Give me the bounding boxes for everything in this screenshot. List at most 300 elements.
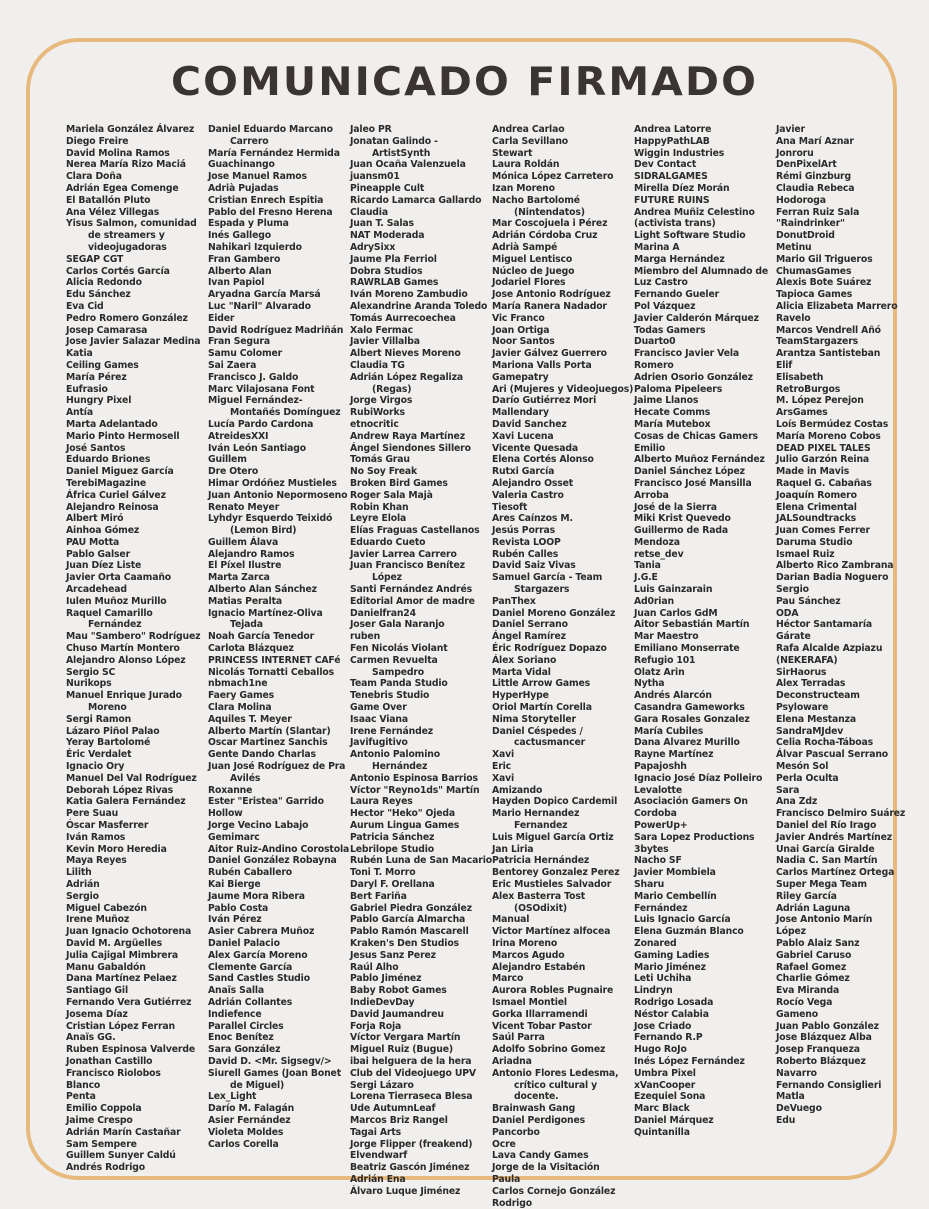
signatory-name: HappyPathLAB	[634, 135, 710, 147]
signatory-name: Robin Khan	[350, 501, 409, 513]
signatory-name: Eufrasio	[66, 383, 108, 395]
signatory-name: Ivan Papiol	[208, 277, 265, 289]
signatory-name: "Raindrinker"	[776, 218, 845, 230]
signatory-name: Fran Segura	[208, 336, 270, 348]
signatory-name: Asier Fernández	[208, 1114, 291, 1126]
signatory-name: Mónica López Carretero	[492, 171, 614, 183]
signatory-name: Navarro	[776, 1067, 817, 1079]
signatory-name: SandraMJdev	[776, 725, 844, 737]
signatory-name: Alberto Martín (Slantar)	[208, 725, 331, 737]
signatory-name: Aquiles T. Meyer	[208, 713, 292, 725]
signatory-name: Miembro del Alumnado de	[634, 265, 769, 277]
signatory-name: Daniel Céspedes / cactusmancer	[492, 725, 586, 749]
signatory-name: Lava Candy Games	[492, 1150, 589, 1162]
signatory-name: Luis Ignacio García	[634, 914, 731, 926]
signatory-name: Javier Larrea Carrero	[350, 548, 457, 560]
signatory-name: Sara Lopez Productions	[634, 831, 755, 843]
signatory-name: Katia	[66, 348, 93, 360]
signatory-name: Penta	[66, 1091, 96, 1103]
signatory-name: Vicente Quesada	[492, 442, 578, 454]
signatory-name: Marcos Agudo	[492, 949, 565, 961]
signatory-name: Fernando R.P	[634, 1032, 703, 1044]
signatory-name: Juan Pablo González	[776, 1020, 879, 1032]
signatory-name: Yisus Salmon, comunidad de streamers y videojugadoras	[66, 218, 197, 253]
signatories-column-1	[66, 124, 208, 1174]
signatory-name: Gabriel Piedra González	[350, 902, 472, 914]
signatory-name: nbmach1ne	[208, 678, 268, 690]
signatory-name: Eva Cid	[66, 300, 104, 312]
signatory-name: Claudia Rebeca	[776, 182, 855, 194]
signatory-name: xVanCooper	[634, 1079, 696, 1091]
signatory-name: Ainhoa Gómez	[66, 525, 140, 537]
signatory-name: Nytha	[634, 678, 665, 690]
signatory-name: Inés Gallego	[208, 230, 271, 242]
signatory-name: Francisco José Mansilla	[634, 477, 752, 489]
signatory-name: Nerea María Rizo Maciá	[66, 159, 186, 171]
signatory-name: Raquel Camarillo Fernández	[66, 607, 153, 631]
signatory-name: Adrián Laguna	[776, 902, 851, 914]
signatory-name: Refugio 101	[634, 654, 696, 666]
signatory-name: Marcos Briz Rangel	[350, 1114, 448, 1126]
signatory-name: María Cubiles	[634, 725, 704, 737]
signatory-name: Sergio	[776, 584, 809, 596]
signatory-name: Riley García	[776, 890, 837, 902]
signatory-name: Anaïs GG.	[66, 1032, 116, 1044]
signatory-name: Mario Jiménez	[634, 961, 706, 973]
signatory-name: Ariadna	[492, 1055, 532, 1067]
signatory-name: Bentorey Gonzalez Perez	[492, 867, 620, 879]
signatory-name: Editorial Amor de madre	[350, 595, 475, 607]
signatory-name: Francisco Delmiro Suárez	[776, 808, 906, 820]
signatory-name: Álex Soriano	[492, 654, 557, 666]
signatory-name: Pedro Romero González	[66, 312, 188, 324]
signatory-name: Team Panda Studio	[350, 678, 448, 690]
signatory-name: Luis Miguel García Ortiz	[492, 831, 614, 843]
signatory-name: Marco	[492, 973, 524, 985]
signatory-name: retse_dev	[634, 548, 684, 560]
signatory-name: PAU Motta	[66, 536, 120, 548]
signatory-name: Bert Fariña	[350, 890, 407, 902]
signatory-name: Stewart	[492, 147, 533, 159]
signatory-name: Sharu	[634, 879, 665, 890]
signatory-name: Claudia TG	[350, 359, 405, 371]
signatory-name: Loís Bermúdez Costas	[776, 418, 889, 430]
signatory-name: Elena Guzmán Blanco	[634, 926, 744, 938]
signatory-name: TerebiMagazine	[66, 477, 147, 489]
signatory-name: Rutxi García	[492, 466, 555, 478]
signatory-name: ODA	[776, 607, 799, 619]
signatory-name: Carlos Corella	[208, 1138, 279, 1150]
signatory-name: SEGAP CGT	[66, 253, 124, 265]
signatory-name: Iván Pérez	[208, 914, 262, 926]
signatory-name: Juan José Rodríguez de Pra Avilés	[208, 761, 346, 784]
signatories-list	[66, 124, 906, 1209]
signatory-name: Roger Sala Majà	[350, 489, 433, 501]
signatory-name: Jaime Llanos	[634, 395, 699, 407]
signatory-name: Beatriz Gascón Jiménez	[350, 1162, 470, 1174]
signatory-name: Jaleo PR	[350, 124, 392, 135]
signatory-name: Tenebris Studio	[350, 690, 430, 702]
signatory-name: Néstor Calabia	[634, 1008, 709, 1020]
signatory-name: No Soy Freak	[350, 466, 418, 478]
signatory-name: Pablo del Fresno Herena	[208, 206, 333, 218]
signatory-name: Fernando Vera Gutiérrez	[66, 996, 192, 1008]
signatory-name: ArsGames	[776, 407, 828, 419]
signatory-name: Izan Moreno	[492, 182, 555, 194]
signatory-name: Blanco	[66, 1079, 101, 1091]
signatory-name: Anaïs Salla	[208, 985, 265, 997]
signatory-name: Noah García Tenedor	[208, 631, 315, 643]
signatory-name: ChumasGames	[776, 265, 852, 277]
signatory-name: Alexis Bote Suárez	[776, 277, 872, 289]
signatory-name: Carmen Revuelta Sampedro	[350, 654, 438, 678]
signatory-name: Asier Cabrera Muñoz	[208, 926, 315, 938]
signatory-name: Valeria Castro	[492, 489, 564, 501]
signatory-name: Dana Martínez Pelaez	[66, 973, 177, 985]
signatory-name: DEAD PIXEL TALES	[776, 442, 871, 454]
signatory-name: Little Arrow Games	[492, 678, 591, 690]
signatory-name: Guachinango	[208, 159, 275, 171]
signatory-name: Joan Ortiga	[492, 324, 550, 336]
signatory-name: Vicent Tobar Pastor	[492, 1020, 592, 1032]
signatory-name: Sergi Lázaro	[350, 1079, 414, 1091]
signatory-name: Sand Castles Studio	[208, 973, 310, 985]
signatory-name: África Curiel Gálvez	[66, 489, 166, 501]
signatory-name: Matla	[776, 1091, 805, 1103]
signatory-name: Matias Peralta	[208, 595, 282, 607]
signatory-name: Rubén Caballero	[208, 867, 293, 879]
signatory-name: Alberto Muñoz Fernández	[634, 454, 765, 466]
signatory-name: Rubén Luna de San Macario	[350, 855, 493, 867]
signatory-name: Antonio Palomino Hernández	[350, 749, 440, 773]
signatory-name: Lex_Light	[208, 1091, 257, 1103]
signatory-name: Carlota Blázquez	[208, 643, 294, 655]
signatory-name: Albert Nieves Moreno	[350, 348, 461, 360]
signatory-name: Adrián Collantes	[208, 996, 293, 1008]
signatory-name: Pablo Jiménez	[350, 973, 422, 985]
signatory-name: Núcleo de Juego	[492, 265, 575, 277]
signatory-name: Francisco Riolobos	[66, 1067, 161, 1079]
signatory-name: Elena Crimental	[776, 501, 857, 513]
signatory-name: Carlos Cortés García	[66, 265, 170, 277]
signatory-name: Elvendwarf	[350, 1150, 408, 1162]
signatory-name: Alex Terradas	[776, 678, 846, 690]
signatory-name: Gabriel Caruso	[776, 949, 852, 961]
signatory-name: López	[776, 926, 806, 938]
signatory-name: Sergio	[66, 890, 99, 902]
signatory-name: Javier Andrés Martínez	[776, 831, 893, 843]
signatory-name: Deborah López Rivas	[66, 784, 174, 796]
signatory-name: Adrià Pujadas	[208, 182, 279, 194]
signatory-name: DenPixelArt	[776, 159, 837, 171]
signatory-name: Edu	[776, 1114, 796, 1126]
signatory-name: Nurikops	[66, 678, 112, 690]
signatory-name: Sai Zaera	[208, 359, 257, 371]
signatory-name: Marga Hernández	[634, 253, 725, 265]
signatory-name: Mar Maestro	[634, 631, 699, 643]
signatory-name: Víctor "Reyno1ds" Martín	[350, 784, 480, 796]
signatory-name: Rémi Ginzburg	[776, 171, 851, 183]
signatory-name: Tiesoft	[492, 501, 528, 513]
signatory-name: Ignacio Martínez-Oliva Tejada	[208, 607, 323, 631]
signatory-name: Juan Díez Liste	[66, 560, 142, 572]
signatory-name: Mario Pinto Hermosell	[66, 430, 180, 442]
signatory-name: Jose Antonio Rodríguez	[492, 289, 611, 301]
signatory-name: Tomás Aurrecoechea	[350, 312, 456, 324]
signatory-name: Darío M. Falagán	[208, 1103, 295, 1115]
signatory-name: Laura Reyes	[350, 796, 413, 808]
signatory-name: Antonio Flores Ledesma, crítico cultural y docente.	[492, 1067, 619, 1103]
signatory-name: Clara Doña	[66, 171, 122, 183]
signatory-name: Jodariel Flores	[492, 277, 566, 289]
signatory-name: Alexandrine Aranda Toledo	[350, 300, 488, 312]
signatory-name: Papajoshh	[634, 761, 687, 773]
signatory-name: (activista trans)	[634, 218, 716, 230]
signatory-name: Lebrilope Studio	[350, 843, 435, 855]
signatory-name: Francisco Javier Vela	[634, 348, 740, 360]
signatory-name: Hayden Dopico Cardemil	[492, 796, 618, 808]
signatory-name: Pere Suau	[66, 808, 119, 820]
signatory-name: El Batallón Pluto	[66, 194, 151, 206]
signatory-name: Light Software Studio	[634, 230, 746, 242]
signatories-column-5	[634, 124, 776, 1139]
signatory-name: Ignacio Ory	[66, 761, 125, 773]
signatory-name: Patricia Sánchez	[350, 831, 435, 843]
signatory-name: Zonared	[634, 937, 677, 949]
signatory-name: Todas Gamers	[634, 324, 706, 336]
signatory-name: Javier Villalba	[350, 336, 420, 348]
signatory-name: Miguel Lentisco	[492, 253, 573, 265]
signatory-name: Álvaro Luque Jiménez	[350, 1185, 461, 1197]
signatory-name: Isaac Viana	[350, 713, 409, 725]
signatory-name: Jorge Virgos	[350, 395, 413, 407]
signatory-name: Alex Basterra Tost (OSOdixit)	[492, 890, 586, 914]
signatory-name: Fernández	[634, 902, 688, 914]
signatory-name: Fernando Consiglieri	[776, 1079, 882, 1091]
signatory-name: Jonathan Castillo	[66, 1055, 153, 1067]
signatory-name: Andrés Alarcón	[634, 690, 712, 702]
signatory-name: Ismael Ruiz	[776, 548, 835, 560]
signatory-name: Eduardo Briones	[66, 454, 151, 466]
signatory-name: Deconstructeam	[776, 690, 860, 702]
signatory-name: Daniel del Río Irago	[776, 820, 877, 832]
signatory-name: Alberto Alan	[208, 265, 272, 277]
signatory-name: Paula	[492, 1173, 521, 1185]
signatory-name: David Jaumandreu	[350, 1008, 444, 1020]
signatory-name: Luis Gainzarain	[634, 584, 713, 596]
signatory-name: Arcadehead	[66, 584, 127, 596]
signatory-name: Juan Antonio Nepormoseno	[208, 489, 348, 501]
signatory-name: Espada y Pluma	[208, 218, 289, 230]
signatory-name: Marta Vidal	[492, 666, 551, 678]
signatory-name: Ana Marí Aznar	[776, 135, 854, 147]
signatory-name: Rafa Alcalde Azpiazu	[776, 643, 883, 655]
signatory-name: Kraken's Den Studios	[350, 937, 459, 949]
signatory-name: Irene Muñoz	[66, 914, 130, 926]
signatory-name: Romero	[634, 359, 674, 371]
signatory-name: Clemente García	[208, 961, 293, 973]
signatory-name: Javier Calderón Márquez	[634, 312, 759, 324]
signatory-name: Ude AutumnLeaf	[350, 1103, 436, 1115]
signatory-name: Jonatan Galindo - ArtistSynth	[350, 135, 438, 159]
signatory-name: Irene Fernández	[350, 725, 434, 737]
signatory-name: Violeta Moldes	[208, 1126, 284, 1138]
signatory-name: Guillem Álava	[208, 536, 279, 548]
signatory-name: Rafael Gomez	[776, 961, 847, 973]
signatory-name: Ester "Eristea" Garrido	[208, 796, 324, 808]
signatory-name: Miguel Cabezón	[66, 902, 147, 914]
signatory-name: Himar Ordóñez Mustieles	[208, 477, 337, 489]
signatory-name: Francisco J. Galdo	[208, 371, 299, 383]
signatory-name: Psyloware	[776, 702, 829, 714]
signatory-name: Joser Gala Naranjo	[350, 619, 445, 631]
signatory-name: David Molina Ramos	[66, 147, 170, 159]
signatory-name: Pancorbo	[492, 1126, 540, 1138]
signatory-name: Nacho SF	[634, 855, 682, 867]
signatory-name: Jose Criado	[634, 1020, 692, 1032]
signatories-column-3	[350, 124, 492, 1198]
signatory-name: FUTURE RUINS	[634, 194, 710, 206]
signatory-name: Juan Francisco Benítez López	[350, 560, 465, 584]
signatory-name: Mario Cembellín	[634, 890, 717, 902]
signatory-name: Hector "Heko" Ojeda	[350, 808, 456, 820]
signatory-name: Lyhdyr Esquerdo Teixidó (Lemon Bird)	[208, 513, 333, 537]
signatory-name: Pablo Galser	[66, 548, 131, 560]
signatory-name: Josema Díaz	[66, 1008, 128, 1020]
signatory-name: Amizando	[492, 784, 543, 796]
signatory-name: Dobra Studios	[350, 265, 423, 277]
signatory-name: Xavi Lucena	[492, 430, 554, 442]
signatories-column-6	[776, 124, 906, 1127]
signatory-name: Pol Vázquez	[634, 300, 696, 312]
signatory-name: Diego Freire	[66, 135, 129, 147]
signatory-name: Revista LOOP	[492, 536, 561, 548]
signatory-name: etnocritic	[350, 418, 399, 430]
signatory-name: Sam Sempere	[66, 1138, 137, 1150]
signatory-name: Andrés Rodrigo	[66, 1162, 146, 1174]
signatory-name: María Mutebox	[634, 418, 711, 430]
signatory-name: Daniel Perdigones	[492, 1114, 586, 1126]
signatory-name: Leyre Elola	[350, 513, 407, 525]
signatory-name: José Santos	[66, 442, 126, 454]
signatory-name: Fen Nicolás Violant	[350, 643, 448, 655]
signatory-name: Mar Coscojuela i Pérez	[492, 218, 608, 230]
signatory-name: SIDRALGAMES	[634, 171, 708, 183]
signatory-name: Umbra Pixel	[634, 1067, 696, 1079]
signatory-name: Manuel Del Val Rodríguez	[66, 772, 197, 784]
signatory-name: Lorena Tierraseca Blesa	[350, 1091, 473, 1103]
signatory-name: José de la Sierra	[634, 501, 717, 513]
signatory-name: Fernando Gueler	[634, 289, 720, 301]
signatory-name: Parallel Circles	[208, 1020, 284, 1032]
signatory-name: Saúl Parra	[492, 1032, 545, 1044]
signatory-name: Jorge Vecino Labajo	[208, 820, 309, 832]
signatory-name: Rodrigo Losada	[634, 996, 714, 1008]
signatory-name: Andrea Latorre	[634, 124, 712, 135]
signatory-name: Tagai Arts	[350, 1126, 402, 1138]
signatory-name: Aurora Robles Pugnaire	[492, 985, 614, 997]
signatory-name: Charlie Gómez	[776, 973, 850, 985]
signatory-name: Katia Galera Fernández	[66, 796, 186, 808]
signatory-name: Mario Hernandez Fernandez	[492, 808, 580, 832]
signatory-name: Marc Black	[634, 1103, 690, 1115]
signatory-name: Dev Contact	[634, 159, 697, 171]
signatory-name: Lucía Pardo Cardona	[208, 418, 314, 430]
signatory-name: Marcos Vendrell Añó	[776, 324, 881, 336]
signatory-name: PRINCESS INTERNET CAFé	[208, 654, 341, 666]
signatory-name: Indiefence	[208, 1008, 262, 1020]
signatory-name: Ari (Mujeres y Videojuegos)	[492, 383, 634, 395]
signatory-name: Maya Reyes	[66, 855, 127, 867]
signatory-name: Aitor Sebastián Martín	[634, 619, 750, 631]
signatory-name: Jonroru	[776, 147, 814, 159]
signatory-name: Jaime Crespo	[66, 1114, 133, 1126]
signatory-name: Santi Fernández Andrés	[350, 584, 473, 596]
signatory-name: Olatz Arin	[634, 666, 685, 678]
signatory-name: Mariona Valls Porta	[492, 359, 592, 371]
signatory-name: Juan Ignacio Ochotorena	[66, 926, 192, 938]
signatory-name: Alejandro Osset	[492, 477, 574, 489]
signatory-name: Metinu	[776, 241, 812, 253]
signatory-name: Hugo RoJo	[634, 1044, 687, 1056]
signatory-name: Jesús Porras	[492, 525, 556, 537]
signatory-name: Lilith	[66, 867, 92, 879]
signatory-name: Duarto0	[634, 336, 676, 348]
signatory-name: Jaume Mora Ribera	[208, 890, 305, 902]
signatory-name: Elisabeth	[776, 371, 824, 383]
signatory-name: juansm01	[350, 171, 400, 183]
signatory-name: Clara Molina	[208, 702, 272, 714]
signatory-name: Mirella Díez Morán	[634, 182, 730, 194]
signatory-name: Aryadna García Marsá	[208, 289, 321, 301]
signatory-name: Ismael Montiel	[492, 996, 567, 1008]
signatory-name: Tomás Grau	[350, 454, 410, 466]
signatory-name: Ceiling Games	[66, 359, 139, 371]
signatory-name: Fran Gambero	[208, 253, 281, 265]
signatory-name: El Píxel Ilustre	[208, 560, 282, 572]
signatory-name: Claudia	[350, 206, 388, 218]
signatory-name: NAT Moderada	[350, 230, 425, 242]
signatory-name: Juan Ocaña Valenzuela	[350, 159, 466, 171]
signatory-name: David D. <Mr. Sigsegv/>	[208, 1055, 332, 1067]
signatory-name: Jesus Sanz Perez	[350, 949, 436, 961]
signatory-name: Game Over	[350, 702, 407, 714]
signatory-name: Javier Orta Caamaño	[66, 572, 172, 584]
signatory-name: Mendoza	[634, 536, 680, 548]
signatory-name: AdrySixx	[350, 241, 396, 253]
signatory-name: Nahikari Izquierdo	[208, 241, 302, 253]
signatory-name: Albert Miró	[66, 513, 124, 525]
signatory-name: Sergi Ramon	[66, 713, 132, 725]
signatory-name: Gemimarc	[208, 831, 260, 843]
signatory-name: Renato Meyer	[208, 501, 280, 513]
signatory-name: Edu Sánchez	[66, 289, 131, 301]
signatory-name: Daniel Eduardo Marcano Carrero	[208, 124, 333, 147]
signatory-name: Sara	[776, 784, 800, 796]
signatory-name: Elías Fraguas Castellanos	[350, 525, 480, 537]
signatory-name: Cosas de Chicas Gamers	[634, 430, 758, 442]
signatory-name: Eric Mustieles Salvador	[492, 879, 612, 890]
signatory-name: Cordoba	[634, 808, 677, 820]
signatory-name: Ricardo Lamarca Gallardo	[350, 194, 482, 206]
signatory-name: Yeray Bartolomé	[66, 737, 151, 749]
signatory-name: Kevin Moro Heredia	[66, 843, 167, 855]
signatory-name: Oriol Martín Corella	[492, 702, 592, 714]
signatory-name: PanThex	[492, 595, 536, 607]
signatory-name: Miki Krist Quevedo	[634, 513, 731, 525]
signatory-name: Nadia C. San Martín	[776, 855, 878, 867]
signatory-name: Brainwash Gang	[492, 1103, 576, 1115]
